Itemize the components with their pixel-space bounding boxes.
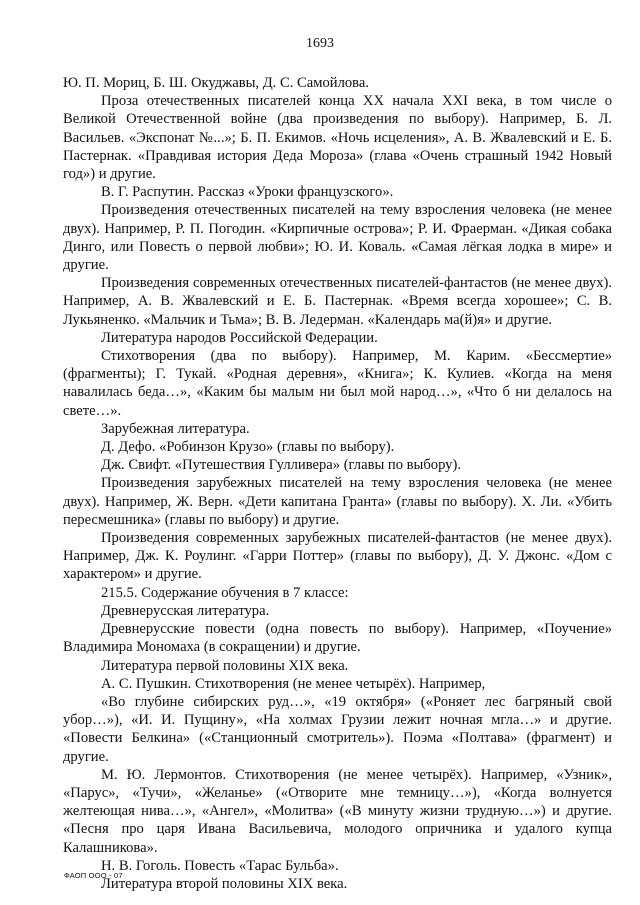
document-code-footer: ФАОП ООО - 07 [64,871,123,880]
paragraph: В. Г. Распутин. Рассказ «Уроки французского». [101,184,394,201]
paragraph: Проза отечественных писателей конца XX начала XXI века, в том числе о Великой Отечественной войне (два произведения по выбору). Например, Б. Л. Васильев. «Экспонат №...»; Б. П. Екимов. «Ночь исцеления», А. В. Жвалевский и Е. Б. Пастернак. «Правдивая история Деда Мороза» (глава «Очень страшный 1942 Новый год») и другие. [63,93,612,183]
paragraph: М. Ю. Лермонтов. Стихотворения (не менее четырёх). Например, «Узник», «Парус», «Тучи», «Желанье» («Отворите мне темницу…»), «Когда волнуется желтеющая нива…», «Ангел», «Молитва» («В минуту жизни трудную…») и другие. «Песня про царя Ивана Васильевича, молодого опричника и удалого купца Калашникова». [63,766,612,856]
paragraph: Древнерусская литература. [101,602,270,619]
paragraph: Дж. Свифт. «Путешествия Гулливера» (главы по выбору). [101,457,461,474]
document-body [63,74,612,893]
paragraph: Стихотворения (два по выбору). Например, М. Карим. «Бессмертие» (фрагменты); Г. Тукай. «Родная деревня», «Книга»; К. Кулиев. «Когда на меня навалилась беда…», «Каким бы малым ни был мой народ…», «Что б ни делалось на свете…». [63,348,612,419]
paragraph: Произведения современных отечественных писателей-фантастов (не менее двух). Например, А. В. Жвалевский и Е. Б. Пастернак. «Время всегда хорошее»; С. В. Лукьяненко. «Мальчик и Тьма»; В. В. Ледерман. «Календарь ма(й)я» и другие. [63,275,612,328]
paragraph: «Во глубине сибирских руд…», «19 октября» («Роняет лес багряный свой убор…»), «И. И. Пущину», «На холмах Грузии лежит ночная мгла…» и другие. «Повести Белкина» («Станционный смотритель»). Поэма «Полтава» (фрагмент) и другие. [63,693,612,765]
paragraph: Произведения зарубежных писателей на тему взросления человека (не менее двух). Например, Ж. Верн. «Дети капитана Гранта» (главы по выбору). Х. Ли. «Убить пересмешника» (главы по выбору) и другие. [63,475,612,528]
page-number: 1693 [306,36,334,51]
paragraph: Литература народов Российской Федерации. [101,329,378,346]
paragraph: Литература первой половины XIX века. [101,657,349,674]
paragraph: Н. В. Гоголь. Повесть «Тарас Бульба». [101,857,339,874]
paragraph: 215.5. Содержание обучения в 7 классе: [101,584,349,601]
paragraph: А. С. Пушкин. Стихотворения (не менее четырёх). Например, [101,675,486,692]
paragraph: Произведения отечественных писателей на тему взросления человека (не менее двух). Например, Р. П. Погодин. «Кирпичные острова»; Р. И. Фраерман. «Дикая собака Динго, или Повесть о первой любви»; Ю. И. Коваль. «Самая лёгкая лодка в мире» и другие. [63,202,612,274]
paragraph: Ю. П. Мориц, Б. Ш. Окуджавы, Д. С. Самойлова. [63,75,369,91]
paragraph: Зарубежная литература. [101,420,250,437]
paragraph: Произведения современных зарубежных писателей-фантастов (не менее двух). Например, Дж. К. Роулинг. «Гарри Поттер» (главы по выбору), Д. У. Джонс. «Дом с характером» и другие. [63,530,612,583]
paragraph: Литература второй половины XIX века. [101,875,348,892]
paragraph: Древнерусские повести (одна повесть по выбору). Например, «Поучение» Владимира Мономаха (в сокращении) и другие. [63,621,612,656]
paragraph: Д. Дефо. «Робинзон Крузо» (главы по выбору). [101,439,395,456]
